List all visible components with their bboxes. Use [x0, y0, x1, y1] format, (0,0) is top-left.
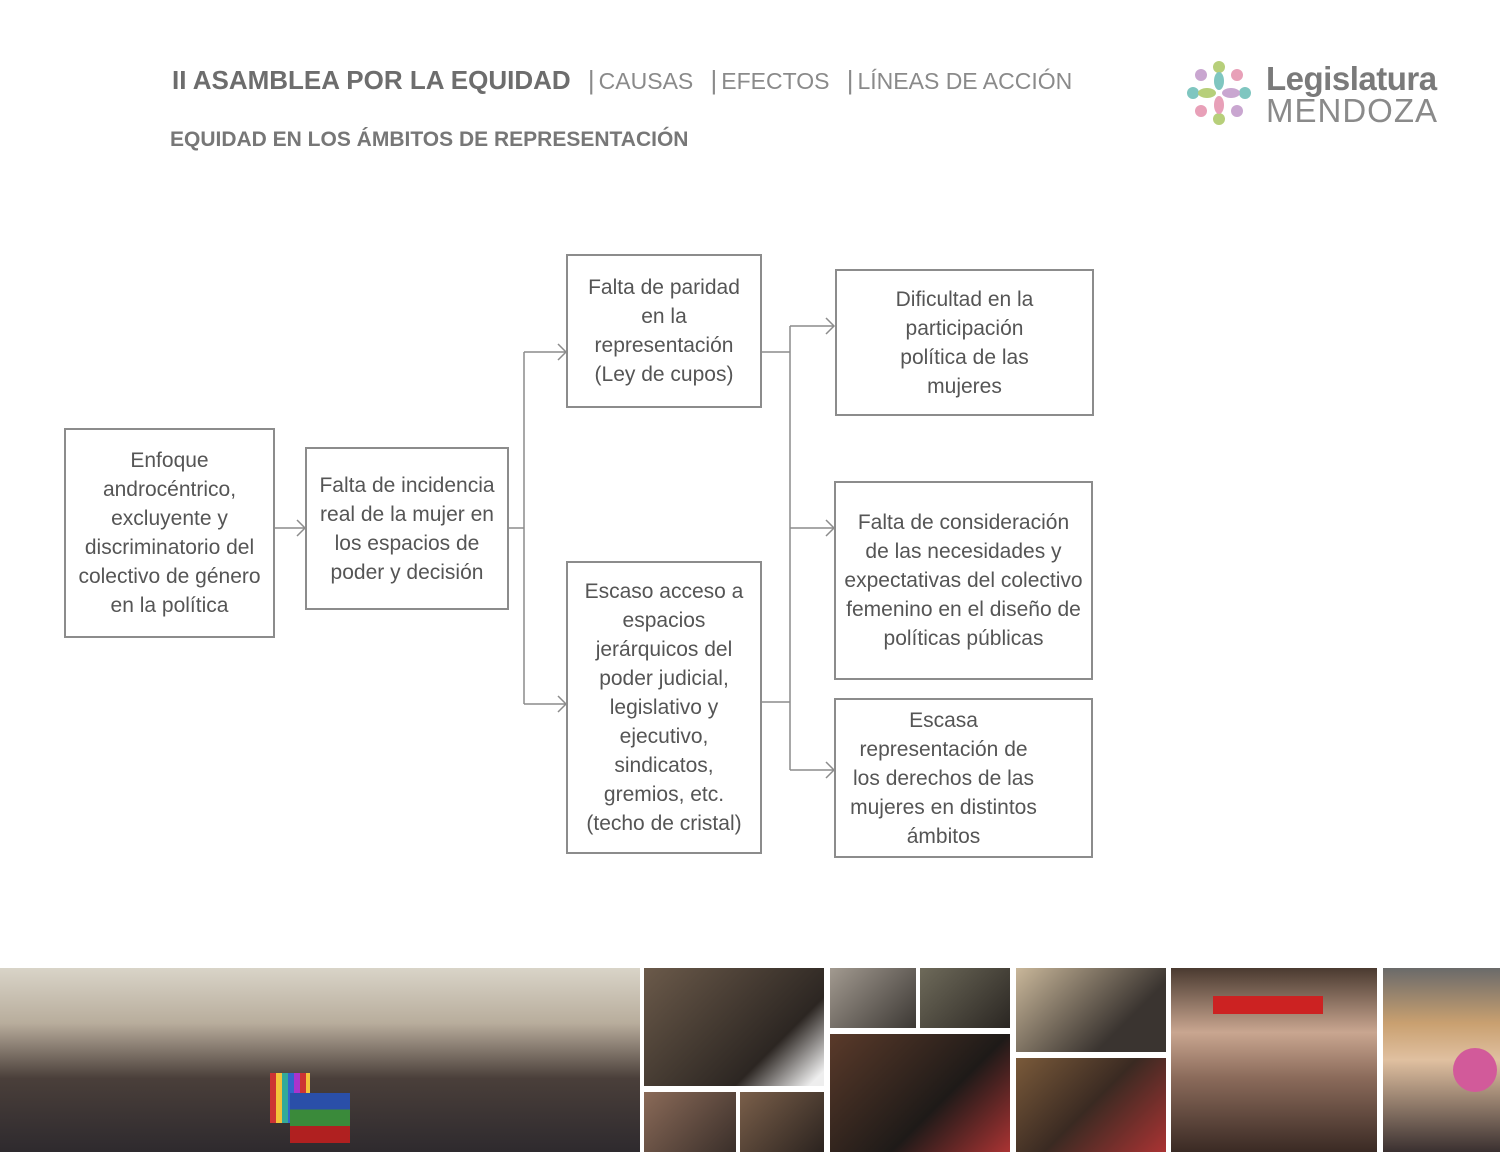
box-falta-incidencia: [305, 447, 509, 610]
logo-text-legislatura: Legislatura: [1266, 60, 1437, 97]
photo-collage: [0, 968, 1500, 1152]
box-text: Enfoque androcéntrico, excluyente y discriminatorio del colectivo de género en la política: [78, 449, 261, 617]
photo-small-1: [644, 1092, 736, 1152]
header-item-efectos: EFECTOS: [721, 68, 830, 94]
photo-speaker-4: [1383, 968, 1500, 1152]
box-dificultad-participacion: [835, 269, 1094, 416]
flag-mapuche-image: [290, 1093, 350, 1143]
photo-speaker-1: [644, 968, 824, 1086]
photo-speaker-3: [1171, 968, 1377, 1152]
box-falta-consideracion: [834, 481, 1093, 680]
logo-text-mendoza: MENDOZA: [1266, 92, 1438, 129]
box-text: Falta de consideración de las necesidades y expectativas del colectivo femenino en el diseño de políticas públicas: [844, 511, 1083, 650]
box-escasa-representacion: [834, 698, 1093, 858]
box-escaso-acceso: [566, 561, 762, 854]
box-enfoque-androcentrico: [64, 428, 275, 638]
separator: |: [846, 65, 854, 95]
photo-small-5: [1016, 968, 1166, 1052]
box-text: Escasa representación de los derechos de las mujeres en distintos ámbitos: [850, 708, 1037, 848]
photo-small-4: [920, 968, 1010, 1028]
photo-speaker-2: [830, 1034, 1010, 1152]
badge-image: [1453, 1048, 1497, 1092]
header-item-lineas: LÍNEAS DE ACCIÓN: [857, 68, 1073, 94]
box-text: Falta de paridad en la representación (Ley de cupos): [588, 276, 740, 386]
box-falta-paridad: [566, 254, 762, 408]
photo-group: [0, 968, 640, 1152]
page-subtitle: EQUIDAD EN LOS ÁMBITOS DE REPRESENTACIÓN: [170, 128, 689, 151]
separator: |: [710, 65, 718, 95]
photo-small-2: [740, 1092, 824, 1152]
box-text: Dificultad en la participación política de las mujeres: [895, 287, 1034, 398]
box-text: Escaso acceso a espacios jerárquicos del poder judicial, legislativo y ejecutivo, sindicatos, gremios, etc. (techo de cristal): [584, 580, 744, 835]
header-item-causas: CAUSAS: [598, 68, 694, 94]
photo-small-6: [1016, 1058, 1166, 1152]
page-title: II ASAMBLEA POR LA EQUIDAD: [172, 65, 571, 95]
headband-image: [1213, 996, 1323, 1014]
box-text: Falta de incidencia real de la mujer en los espacios de poder y decisión: [319, 473, 495, 584]
photo-small-3: [830, 968, 916, 1028]
separator: |: [587, 65, 595, 95]
